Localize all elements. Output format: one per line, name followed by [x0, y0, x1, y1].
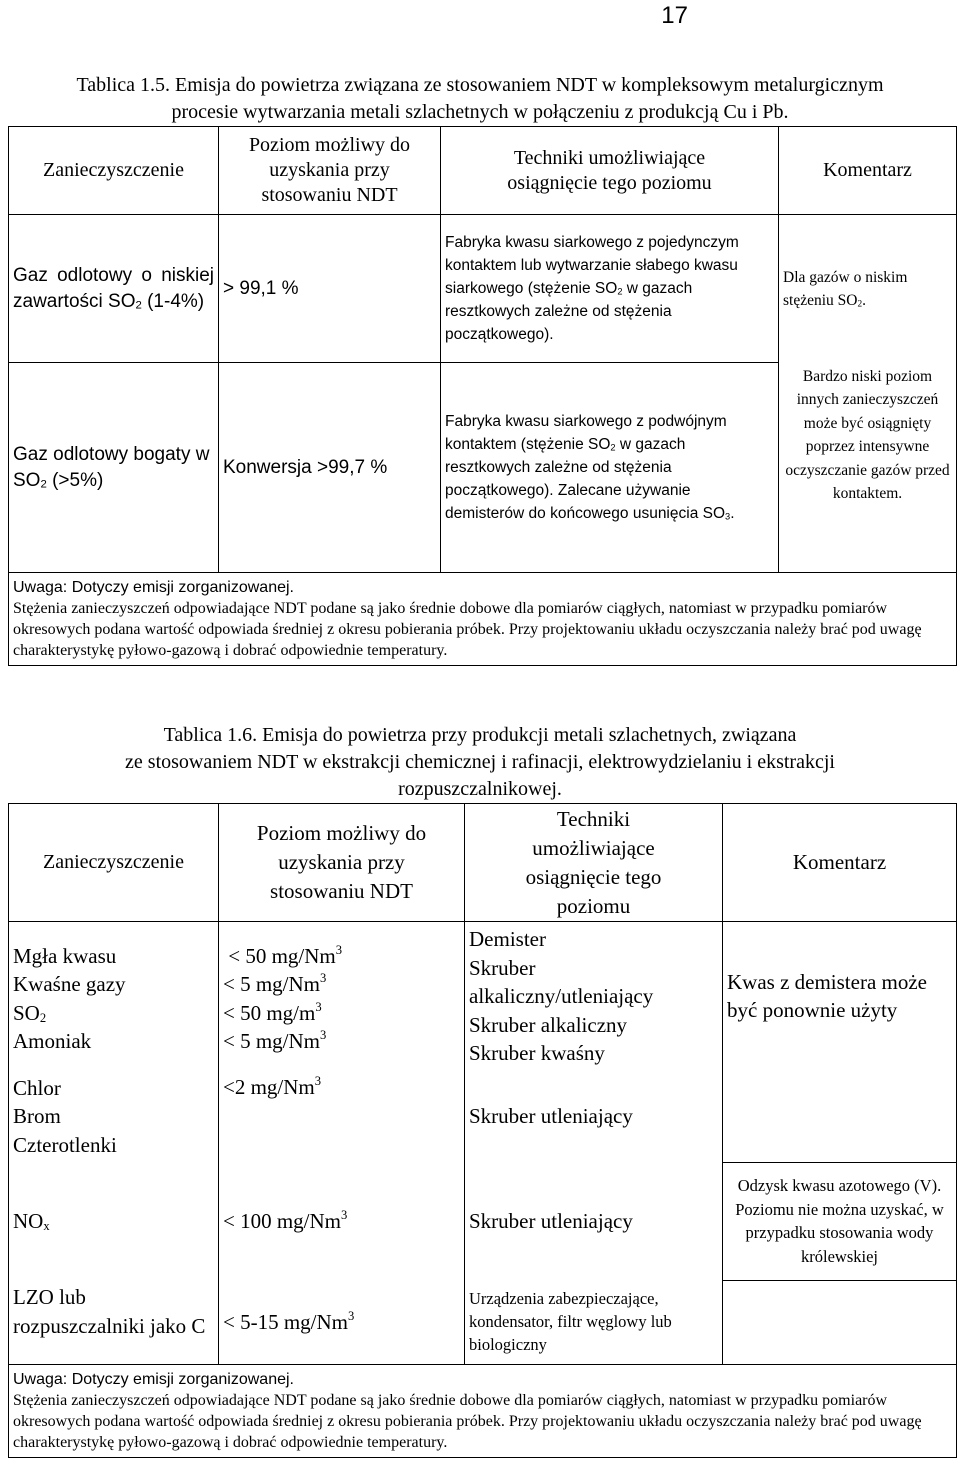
t2-note-title: Uwaga: Dotyczy emisji zorganizowanej.	[13, 1370, 294, 1388]
t1-note	[9, 573, 957, 666]
t2-caption-line2: ze stosowaniem NDT w ekstrakcji chemicznej i rafinacji, elektrowydzielaniu i ekstrakcji	[125, 751, 835, 773]
t2-header-comment: Komentarz	[723, 804, 957, 922]
table2-note-row	[9, 1364, 957, 1457]
list-item: Skruber kwaśny	[469, 1041, 605, 1065]
list-item: Mgła kwasu	[13, 943, 117, 968]
t2-g3-pollutant: $NO_x$	[9, 1162, 219, 1280]
list-item: Amoniak	[13, 1029, 92, 1054]
t1-row1-technique: Fabryka kwasu siarkowego z pojedynczym kontaktem lub wytwarzanie słabego kwasu siarkowego (stężenie $SO_2$ w gazach resztkowych zależne od stężenia początkowego).	[441, 215, 779, 363]
t1-row2-comment: Bardzo niski poziom innych zanieczyszczeń może być osiągnięty poprzez intensywne oczyszczanie gazów przed kontaktem.	[779, 363, 957, 573]
list-item: Chlor	[13, 1075, 61, 1100]
t2-note-body: Stężenia zanieczyszczeń odpowiadające NDT podane są jako średnie dobowe dla pomiarów ciągłych, natomiast w przypadku pomiarów okresowych podana wartość odpowiada średniej z okresu pobierania próbek. Przy projektowaniu układu oczyszczania należy brać pod uwagę charakterystykę pyłowo-gazową i dobrać odpowiednie temperatury.	[13, 1391, 922, 1451]
table-row	[9, 215, 957, 363]
list-item: < 5 mg/Nm$^3$	[223, 1028, 327, 1054]
t2-g2-technique: Skruber utleniający	[465, 1071, 723, 1163]
t2-g2-comment	[723, 1071, 957, 1163]
t1-row1-level: > 99,1 %	[219, 215, 441, 363]
table-row	[9, 1162, 957, 1280]
list-item: < 50 $mg/m^3$	[223, 999, 322, 1025]
table-1-6	[8, 803, 957, 1458]
t1-header-pollutant: Zanieczyszczenie	[9, 127, 219, 215]
t2-header-pollutant: Zanieczyszczenie	[9, 804, 219, 922]
list-item: Skruber alkaliczny	[469, 1012, 628, 1037]
table1-caption: Tablica 1.5. Emisja do powietrza związana ze stosowaniem NDT w kompleksowym metalurgicznym procesie wytwarzania metali szlachetnych w połączeniu z produkcją Cu i Pb.	[76, 74, 884, 123]
t1-note-body: Stężenia zanieczyszczeń odpowiadające NDT podane są jako średnie dobowe dla pomiarów ciągłych, natomiast w przypadku pomiarów okresowych podana wartość odpowiada średniej z okresu pobierania próbek. Przy projektowaniu układu oczyszczania należy brać pod uwagę charakterystykę pyłowo-gazową i dobrać odpowiednie temperatury.	[13, 600, 922, 659]
list-item: Demister	[469, 927, 546, 951]
table1-note-row	[9, 573, 957, 666]
t1-row2-pollutant: Gaz odlotowy bogaty w $SO_2$ (>5%)	[9, 363, 219, 573]
t1-header-comment: Komentarz	[779, 127, 957, 215]
page-number: 17	[661, 2, 688, 29]
list-item: $SO_2$	[13, 1000, 47, 1025]
t2-g1-comment: Kwas z demistera może być ponownie użyty	[723, 922, 957, 1071]
t1-row2-technique: Fabryka kwasu siarkowego z podwójnym kontaktem (stężenie $SO_2$ w gazach resztkowych zależne od stężenia początkowego). Zalecane używanie demisterów do końcowego usunięcia $SO_3$.	[441, 363, 779, 573]
t2-header-level: Poziom możliwy do uzyskania przy stosowaniu NDT	[219, 804, 465, 922]
t2-header-techniques: Techniki umożliwiające osiągnięcie tego poziomu	[465, 804, 723, 922]
list-item: < 5 mg/Nm$^3$	[223, 971, 327, 997]
t2-g4-comment	[723, 1280, 957, 1364]
table2-header-row	[9, 804, 957, 922]
table1-header-row	[9, 127, 957, 215]
t2-g4-pollutant: LZO lub rozpuszczalniki jako C	[9, 1280, 219, 1364]
t2-note	[9, 1364, 957, 1457]
table-row	[9, 922, 957, 1071]
table-1-5	[8, 126, 957, 666]
list-item: Czterotlenki	[13, 1132, 117, 1157]
t2-g1-pollutants	[9, 922, 219, 1071]
list-item: < 50 mg/Nm$^3$	[228, 942, 343, 968]
table2-caption	[0, 722, 960, 803]
t1-row1-comment: Dla gazów o niskim stężeniu $SO_2$.	[779, 215, 957, 363]
t2-g4-level: < 5-15 mg/Nm$^3$	[219, 1280, 465, 1364]
t1-header-techniques: Techniki umożliwiające osiągnięcie tego poziomu	[441, 127, 779, 215]
t2-g3-technique: Skruber utleniający	[465, 1162, 723, 1280]
t1-note-title: Uwaga: Dotyczy emisji zorganizowanej.	[13, 579, 294, 596]
t2-g2-level: <2 mg/Nm$^3$	[219, 1071, 465, 1163]
list-item: Brom	[13, 1104, 61, 1128]
t2-g1-levels	[219, 922, 465, 1071]
t2-caption-line1: Tablica 1.6. Emisja do powietrza przy produkcji metali szlachetnych, związana	[163, 724, 797, 746]
t2-caption-line3: rozpuszczalnikowej.	[398, 778, 562, 800]
t1-header-level: Poziom możliwy do uzyskania przy stosowaniu NDT	[219, 127, 441, 215]
t2-g1-techniques	[465, 922, 723, 1071]
table-row	[9, 1280, 957, 1364]
t2-g3-comment: Odzysk kwasu azotowego (V). Poziomu nie można uzyskać, w przypadku stosowania wody królewskiej	[723, 1162, 957, 1280]
t1-row1-pollutant: Gaz odlotowy o niskiej zawartości $SO_2$ (1-4%)	[9, 215, 219, 363]
t2-g4-technique: Urządzenia zabezpieczające, kondensator, filtr węglowy lub biologiczny	[465, 1280, 723, 1364]
list-item: Kwaśne gazy	[13, 972, 126, 997]
t2-g2-pollutants	[9, 1071, 219, 1163]
list-item: Skruber alkaliczny/utleniający	[469, 955, 654, 1008]
t1-row2-level: Konwersja >99,7 %	[219, 363, 441, 573]
t2-g3-level: < 100 mg/Nm$^3$	[219, 1162, 465, 1280]
table-row	[9, 363, 957, 573]
table-row	[9, 1071, 957, 1163]
